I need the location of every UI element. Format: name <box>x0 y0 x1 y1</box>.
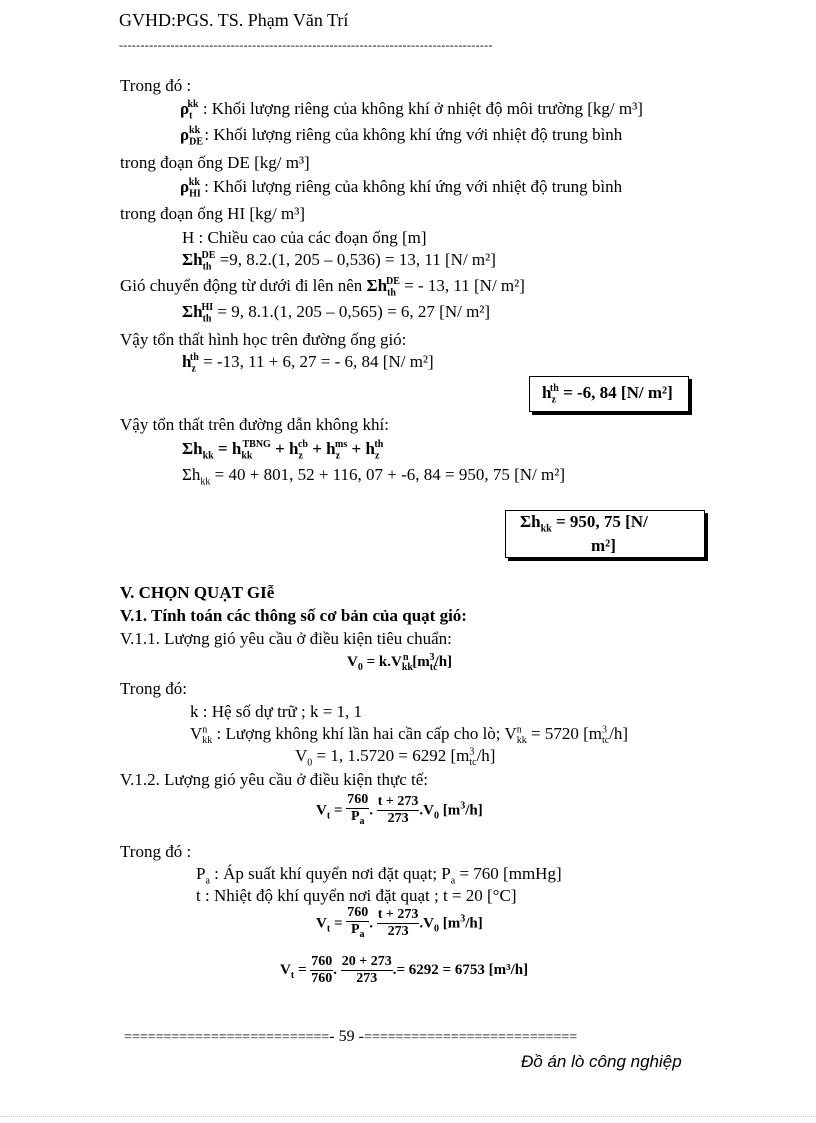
header-title: GVHD:PGS. TS. Phạm Văn Trí <box>119 10 349 30</box>
sum-h-hi-symbol: $\Sigma h_{th}^{HI}$ <box>182 302 214 325</box>
eq-hz <box>182 352 434 374</box>
formula-vt-2: $V_t$ = $\frac{760}{P_a}$ . $\frac{t + 273}{273}$ $.V_0$ $[m^3/h]$ <box>316 905 483 943</box>
result-box-kk-value: = 950, 75 [N/ <box>555 512 648 531</box>
section-v-title: V. CHỌN QUẠT GIễ <box>120 583 275 602</box>
final-result: = 6292 = 6753 [m³/h] <box>396 961 529 978</box>
rho-de-symbol: $\rho_{DE}^{kk}$ <box>180 125 204 148</box>
gio-text: Gió chuyển động từ dưới đi lên nên <box>120 276 363 295</box>
gio-value: = - 13, 11 [N/ m²] <box>404 276 525 295</box>
gio-line <box>120 276 525 298</box>
frac-760-760: $\frac{760}{760}$ <box>311 954 333 986</box>
rho-de-line <box>180 125 622 147</box>
eq-sum-kk-symbol: Σh <box>182 465 201 484</box>
eq-sum-kk-value: = 40 + 801, 52 + 116, 07 + -6, 84 = 950, 75 [N/ m²] <box>214 465 566 484</box>
eq-de-value: =9, 8.2.(1, 205 – 0,536) = 13, 11 [N/ m²] <box>219 250 496 269</box>
vn-value: = 5720 [m <box>526 724 602 743</box>
eq-hi <box>182 302 490 324</box>
intro-text: Trong đó : <box>120 76 192 95</box>
frac-t273-2: $\frac{t + 273}{273}$ <box>377 907 419 940</box>
vn-line: $V^n_{kk}$ : Lượng không khí lần hai cần cấp cho lò; $V^n_{kk} = 5720$ $[m^3_{tc}/h]$ <box>190 724 629 747</box>
trong-do-2: Trong đó: <box>120 679 187 698</box>
formula-vt-3: $V_t$ = $\frac{760}{760}$ . $\frac{20 + 273}{273}$ .= 6292 = 6753 [m³/h] <box>280 954 529 986</box>
trong-do-3: Trong đó : <box>120 842 192 861</box>
h-desc: H : Chiều cao của các đoạn ống [m] <box>182 228 427 247</box>
frac-20-273: $\frac{20 + 273}{273}$ <box>341 954 392 986</box>
section-v1-title: V.1. Tính toán các thông số cơ bản của quạt gió: <box>120 606 467 625</box>
vn-desc: : Lượng không khí lần hai cần cấp cho lò; V <box>216 724 517 743</box>
vay-hh-text: Vậy tổn thất hình học trên đường ống gió: <box>120 330 407 349</box>
pa-value: = 760 [mmHg] <box>455 864 562 883</box>
pa-line: $P_a$ : Áp suất khí quyển nơi đặt quạt; $P_a = 760$ [mmHg] <box>196 864 562 887</box>
result-box-hz <box>529 376 689 412</box>
sum-h-de-symbol: $\Sigma h_{th}^{DE}$ <box>182 250 216 273</box>
k-desc: k : Hệ số dự trữ ; k = 1, 1 <box>190 702 363 721</box>
rho-env-desc: : Khối lượng riêng của không khí ở nhiệt độ môi trường [kg/ m³] <box>202 99 643 118</box>
eq-hz-value: = -13, 11 + 6, 27 = - 6, 84 [N/ m²] <box>203 352 434 371</box>
vay-kk-text: Vậy tổn thất trên đường dẫn không khí: <box>120 415 389 434</box>
rho-hi-desc2: trong đoạn ống HI [kg/ m³] <box>120 204 305 223</box>
rho-de-desc: : Khối lượng riêng của không khí ứng với nhiệt độ trung bình <box>204 125 623 144</box>
section-v12-title: V.1.2. Lượng gió yêu cầu ở điều kiện thực tế: <box>120 770 429 789</box>
pa-desc: : Áp suất khí quyển nơi đặt quạt; P <box>214 864 451 883</box>
result-box-kk-line1: $\Sigma h_{kk} = 950$, 75 [N/ <box>520 512 648 535</box>
v0-calc-line: $V_0 = 1$, 1.5720 = 6292 $[m^3_{tc}/h]$ <box>295 746 496 769</box>
eq-hi-value: = 9, 8.1.(1, 205 – 0,565) = 6, 27 [N/ m²] <box>217 302 491 321</box>
formula-v0: $V_0 = k.V_{kk}^n$ $[m_{tc}^3/h]$ <box>347 652 453 673</box>
eq-sum-kk-formula: $\Sigma h_{kk} = h_{kk}^{TBNG} + h_z^{cb} + h_z^{ms} + h_z^{th}$ <box>182 439 384 462</box>
rho-hi-desc: : Khối lượng riêng của không khí ứng với nhiệt độ trung bình <box>204 177 623 196</box>
result-box-kk <box>505 510 705 558</box>
footer-rule-left: ========================== <box>124 1030 330 1045</box>
frac-760-pa: $\frac{760}{P_a}$ <box>347 792 369 827</box>
footer-rule-right: =========================== <box>363 1030 578 1045</box>
rho-hi-symbol: $\rho_{HI}^{kk}$ <box>180 177 201 200</box>
rho-env-symbol: $\rho_t^{kk}$ <box>180 99 199 122</box>
rho-hi-line <box>180 177 622 199</box>
section-v11-title: V.1.1. Lượng gió yêu cầu ở điều kiện tiêu chuẩn: <box>120 629 452 648</box>
sum-h-de-symbol-2: $\Sigma h_{th}^{DE}$ <box>366 276 400 299</box>
footer-rule <box>124 1028 577 1046</box>
frac-t273: $\frac{t + 273}{273}$ <box>377 794 419 827</box>
result-box-hz-value: = -6, 84 [N/ m²] <box>563 383 673 402</box>
footer-course: Đồ án lò công nghiệp <box>521 1052 682 1071</box>
eq-de <box>182 250 496 272</box>
eq-sum-kk: $\Sigma h_{kk} = 40 + 801$, 52 + 116, 07 + -6, 84 = 950, 75 [N/ m²] <box>182 465 566 488</box>
page-number: - 59 - <box>329 1028 364 1045</box>
page-edge-rule <box>0 1116 816 1117</box>
v0-calc: = 1, 1.5720 = 6292 [m <box>316 746 470 765</box>
result-box-kk-line2: m²] <box>591 536 616 555</box>
t-desc: t : Nhiệt độ khí quyển nơi đặt quạt ; t = 20 [°C] <box>196 886 517 905</box>
frac-760-pa-2: $\frac{760}{P_a}$ <box>347 905 369 940</box>
hz-th-symbol-box: $h_z^{th}$ <box>542 383 559 406</box>
hz-th-symbol: $h_z^{th}$ <box>182 352 199 375</box>
rho-env-line <box>180 99 643 121</box>
header-rule: --------------------------------------------------------------------------------------- <box>119 38 493 52</box>
result-box-kk-symbol: Σh <box>520 512 541 531</box>
rho-de-desc2: trong đoạn ống DE [kg/ m³] <box>120 153 310 172</box>
formula-vt-1: $V_t$ = $\frac{760}{P_a}$ . $\frac{t + 273}{273}$ $.V_0$ $[m^3/h]$ <box>316 792 483 830</box>
result-box-hz-text <box>542 383 673 405</box>
